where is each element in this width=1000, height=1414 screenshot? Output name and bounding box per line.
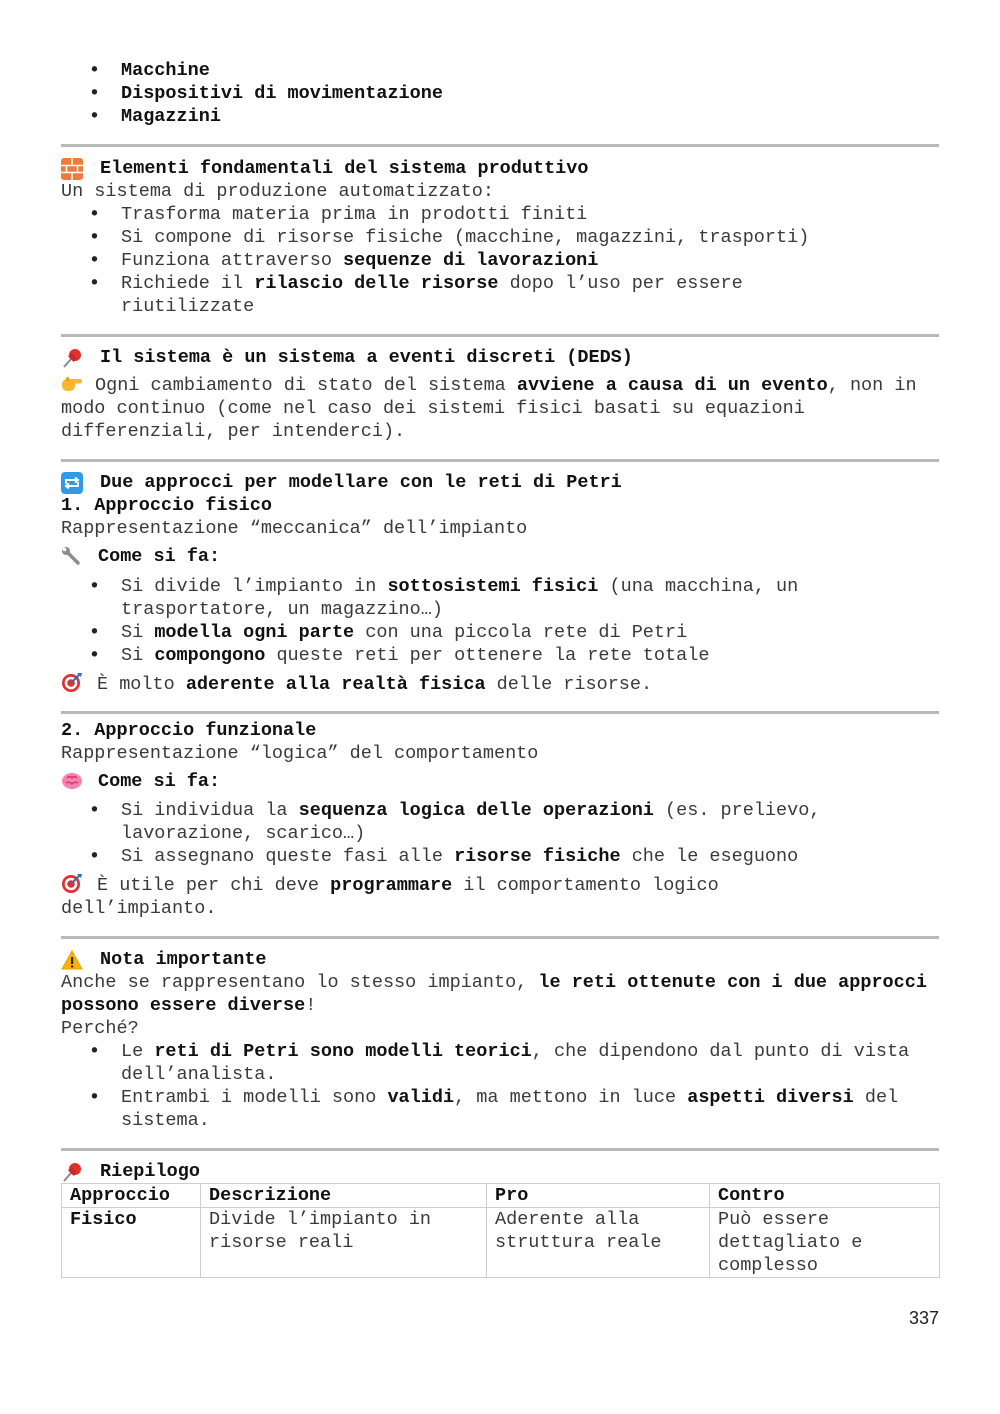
list-item: • Si individua la sequenza logica delle operazioni (es. prelievo, lavorazione, scarico…) <box>61 799 939 845</box>
section-elements <box>61 157 939 318</box>
note-paragraph: Anche se rappresentano lo stesso impianto, le reti ottenute con i due approcci possono essere diverse! <box>61 972 927 1016</box>
list-item: • Si divide l’impianto in sottosistemi fisici (una macchina, un trasportatore, un magazzino…) <box>61 575 939 621</box>
subsection-title: 1. Approccio fisico <box>61 495 272 516</box>
table-cell: Divide l’impianto in risorse reali <box>201 1208 487 1278</box>
divider <box>61 1148 939 1151</box>
subsection-title: 2. Approccio funzionale <box>61 719 317 741</box>
why-text: Perché? <box>61 1018 139 1039</box>
table-header: Contro <box>710 1184 940 1208</box>
list-item: • Si compongono queste reti per ottenere la rete totale <box>61 644 939 667</box>
list-item: • Entrambi i modelli sono validi, ma mettono in luce aspetti diversi del sistema. <box>61 1086 939 1132</box>
section-title: Elementi fondamentali del sistema produttivo <box>61 157 939 180</box>
table-header: Pro <box>487 1184 710 1208</box>
divider <box>61 144 939 147</box>
pointing-hand-icon <box>61 374 83 396</box>
bullet-list <box>61 1040 939 1132</box>
divider <box>61 459 939 462</box>
pushpin-icon <box>61 1161 83 1183</box>
deds-paragraph: Ogni cambiamento di stato del sistema avviene a causa di un evento, non in modo continuo (come nel caso dei sistemi fisici basati su equazioni differenziali, per intenderci). <box>61 375 917 442</box>
bullet-list <box>61 203 939 318</box>
bullet-list <box>61 799 939 868</box>
table-cell: Fisico <box>62 1208 201 1278</box>
section-title: Nota importante <box>61 948 939 971</box>
list-item: • Richiede il rilascio delle risorse dopo l’uso per essere riutilizzate <box>61 272 939 318</box>
divider <box>61 711 939 714</box>
list-item: • Magazzini <box>61 105 939 128</box>
target-note: È utile per chi deve programmare il comportamento logico dell’impianto. <box>61 872 939 920</box>
divider <box>61 334 939 337</box>
table-header: Descrizione <box>201 1184 487 1208</box>
table-header: Approccio <box>62 1184 201 1208</box>
how-heading: Come si fa: <box>61 770 220 793</box>
section-note <box>61 948 939 1132</box>
section-summary <box>61 1160 939 1278</box>
table-header-row <box>62 1184 940 1208</box>
subsection-desc: Rappresentazione “meccanica” dell’impianto <box>61 518 528 539</box>
section-title: Riepilogo <box>61 1160 939 1183</box>
table-cell: Aderente alla struttura reale <box>487 1208 710 1278</box>
pushpin-icon <box>61 347 83 369</box>
list-item: • Macchine <box>61 59 939 82</box>
section-deds <box>61 346 939 443</box>
repeat-icon <box>61 472 83 494</box>
list-item: • Dispositivi di movimentazione <box>61 82 939 105</box>
list-item: • Funziona attraverso sequenze di lavorazioni <box>61 249 939 272</box>
how-heading: Come si fa: <box>61 545 220 568</box>
bullet-list <box>61 575 939 667</box>
summary-table <box>61 1183 940 1278</box>
list-item: • Si compone di risorse fisiche (macchine, magazzini, trasporti) <box>61 226 939 249</box>
section-title: Il sistema è un sistema a eventi discreti (DEDS) <box>61 346 939 369</box>
divider <box>61 936 939 939</box>
page-number: 337 <box>908 1308 939 1328</box>
table-cell: Può essere dettagliato e complesso <box>710 1208 940 1278</box>
wrench-icon <box>61 546 83 568</box>
section-functional <box>61 719 939 921</box>
target-note: È molto aderente alla realtà fisica delle risorse. <box>61 671 939 696</box>
document-page <box>61 59 939 1278</box>
target-icon <box>61 671 83 693</box>
table-row <box>62 1208 940 1278</box>
top-list <box>61 59 939 128</box>
intro-text: Un sistema di produzione automatizzato: <box>61 181 494 202</box>
subsection-desc: Rappresentazione “logica” del comportamento <box>61 742 539 764</box>
list-item: • Trasforma materia prima in prodotti finiti <box>61 203 939 226</box>
list-item: • Si assegnano queste fasi alle risorse fisiche che le eseguono <box>61 845 939 868</box>
brain-icon <box>61 770 83 792</box>
section-title: Due approcci per modellare con le reti di Petri <box>61 471 939 494</box>
list-item: • Si modella ogni parte con una piccola rete di Petri <box>61 621 939 644</box>
warning-icon <box>61 949 83 971</box>
brick-icon <box>61 158 83 180</box>
target-icon <box>61 872 83 894</box>
list-item: • Le reti di Petri sono modelli teorici, che dipendono dal punto di vista dell’analista. <box>61 1040 939 1086</box>
section-approaches <box>61 471 939 696</box>
